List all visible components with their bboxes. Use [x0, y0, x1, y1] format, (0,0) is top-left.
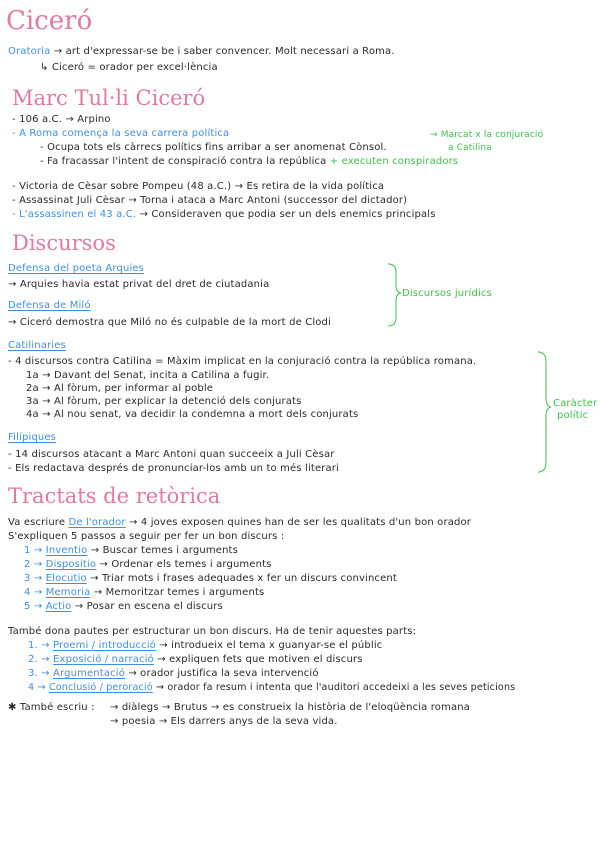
- list-item: [24, 559, 272, 570]
- section-heading-discursos: Discursos: [12, 231, 116, 255]
- part-name: Conclusió / peroració: [48, 682, 153, 693]
- list-item: [28, 640, 382, 651]
- also-line: → poesia → Els darrers anys de la seva vida.: [110, 716, 338, 727]
- step-number: 4 →: [24, 587, 43, 598]
- list-item: [28, 668, 319, 679]
- text-line: 3a → Al fòrum, per explicar la detenció dels conjurats: [26, 396, 302, 407]
- oratoria-def: → art d'expressar-se be i saber convencer. Molt necessari a Roma.: [53, 46, 395, 57]
- text-line: 4a → Al nou senat, va decidir la condemna a mort dels conjurats: [26, 409, 359, 420]
- bio-text: → Consideraven que podia ser un dels enemics principals: [139, 209, 436, 220]
- also-line: → diàlegs → Brutus → es construeix la història de l'eloqüència romana: [110, 702, 471, 713]
- subheading: Defensa de Miló: [8, 300, 91, 311]
- section-heading-tractats: Tractats de retòrica: [8, 484, 221, 508]
- part-number: 1. →: [28, 640, 50, 651]
- bio-text: - Fa fracassar l'intent de conspiració contra la república: [40, 156, 327, 167]
- subheading: Catilinaries: [8, 340, 66, 351]
- section-heading-marc: Marc Tul·li Ciceró: [12, 86, 206, 110]
- part-number: 2. →: [28, 654, 50, 665]
- page-title: Ciceró: [6, 6, 93, 36]
- part-name: Proemi / introducció: [53, 640, 156, 651]
- list-item: [24, 587, 264, 598]
- text: Va escriure: [8, 517, 66, 528]
- text-line: 2a → Al fòrum, per informar al poble: [26, 383, 214, 394]
- book-title: De l'orador: [68, 517, 126, 528]
- list-item: [28, 654, 363, 665]
- step-number: 3 →: [24, 573, 43, 584]
- step-desc: → Buscar temes i arguments: [90, 545, 238, 556]
- part-desc: → orador fa resum i intenta que l'auditori accedeixi a les seves peticions: [155, 682, 516, 693]
- text: → 4 joves exposen quines han de ser les qualitats d'un bon orador: [129, 517, 472, 528]
- part-desc: → introdueix el tema x guanyar-se el públic: [159, 640, 383, 651]
- text-line: → Arquies havia estat privat del dret de ciutadania: [8, 279, 270, 290]
- side-note: → Marcat x la conjuració: [430, 130, 544, 140]
- step-name: Memoria: [45, 587, 91, 598]
- list-item: [24, 545, 238, 556]
- oratoria-sub: ↳ Ciceró = orador per excel·lència: [40, 62, 218, 73]
- part-desc: → orador justifica la seva intervenció: [128, 668, 319, 679]
- text-line: També dona pautes per estructurar un bon discurs. Ha de tenir aquestes parts:: [8, 626, 417, 637]
- part-number: 3. →: [28, 668, 50, 679]
- text-line: 1a → Davant del Senat, incita a Catilina a fugir.: [26, 370, 270, 381]
- subheading: Defensa del poeta Arquies: [8, 263, 145, 274]
- step-number: 1 →: [24, 545, 43, 556]
- list-item: [24, 573, 397, 584]
- step-name: Inventio: [45, 545, 88, 556]
- bio-text: - L'assassinen el 43 a.C.: [12, 209, 137, 220]
- subheading: Filípiques: [8, 432, 57, 443]
- text-line: [8, 517, 471, 528]
- step-name: Dispositio: [45, 559, 97, 570]
- text-line: - 14 discursos atacant a Marc Antoni quan succeeix a Juli Cèsar: [8, 449, 335, 460]
- step-desc: → Triar mots i frases adequades x fer un discurs convincent: [90, 573, 397, 584]
- part-name: Exposició / narració: [53, 654, 154, 665]
- bio-line: - 106 a.C. → Arpino: [12, 114, 111, 125]
- side-note: a Catilina: [448, 143, 492, 153]
- bio-line: - Ocupa tots els càrrecs polítics fins arribar a ser anomenat Cònsol.: [40, 142, 387, 153]
- step-name: Elocutio: [45, 573, 87, 584]
- part-desc: → expliquen fets que motiven el discurs: [157, 654, 363, 665]
- step-number: 5 →: [24, 601, 43, 612]
- also-wrote: ✱ També escriu :: [8, 702, 95, 713]
- text-line: S'expliquen 5 passos a seguir per fer un bon discurs :: [8, 531, 285, 542]
- part-number: 4 →: [28, 682, 46, 693]
- text-line: → Ciceró demostra que Miló no és culpable de la mort de Clodi: [8, 317, 331, 328]
- bio-line: - Assassinat Juli Cèsar → Torna i ataca a Marc Antoni (successor del dictador): [12, 195, 408, 206]
- step-desc: → Ordenar els temes i arguments: [99, 559, 272, 570]
- bio-line: - Victoria de Cèsar sobre Pompeu (48 a.C.) → Es retira de la vida política: [12, 181, 385, 192]
- brace-label: Discursos jurídics: [402, 288, 492, 299]
- brace-label: polític: [557, 410, 589, 421]
- step-desc: → Posar en escena el discurs: [74, 601, 223, 612]
- text-line: - 4 discursos contra Catilina = Màxim implicat en la conjuració contra la república romana.: [8, 356, 477, 367]
- text-line: - Els redactava després de pronunciar-los amb un to més literari: [8, 463, 339, 474]
- part-name: Argumentació: [53, 668, 125, 679]
- step-name: Actio: [45, 601, 72, 612]
- list-item: [24, 601, 223, 612]
- brace-label: Caràcter: [553, 398, 598, 409]
- bio-note: + executen conspiradors: [329, 156, 459, 167]
- oratoria-term: Oratoria: [8, 46, 51, 57]
- step-desc: → Memoritzar temes i arguments: [93, 587, 265, 598]
- list-item: [28, 682, 515, 693]
- step-number: 2 →: [24, 559, 43, 570]
- bio-line: - A Roma comença la seva carrera política: [12, 128, 230, 139]
